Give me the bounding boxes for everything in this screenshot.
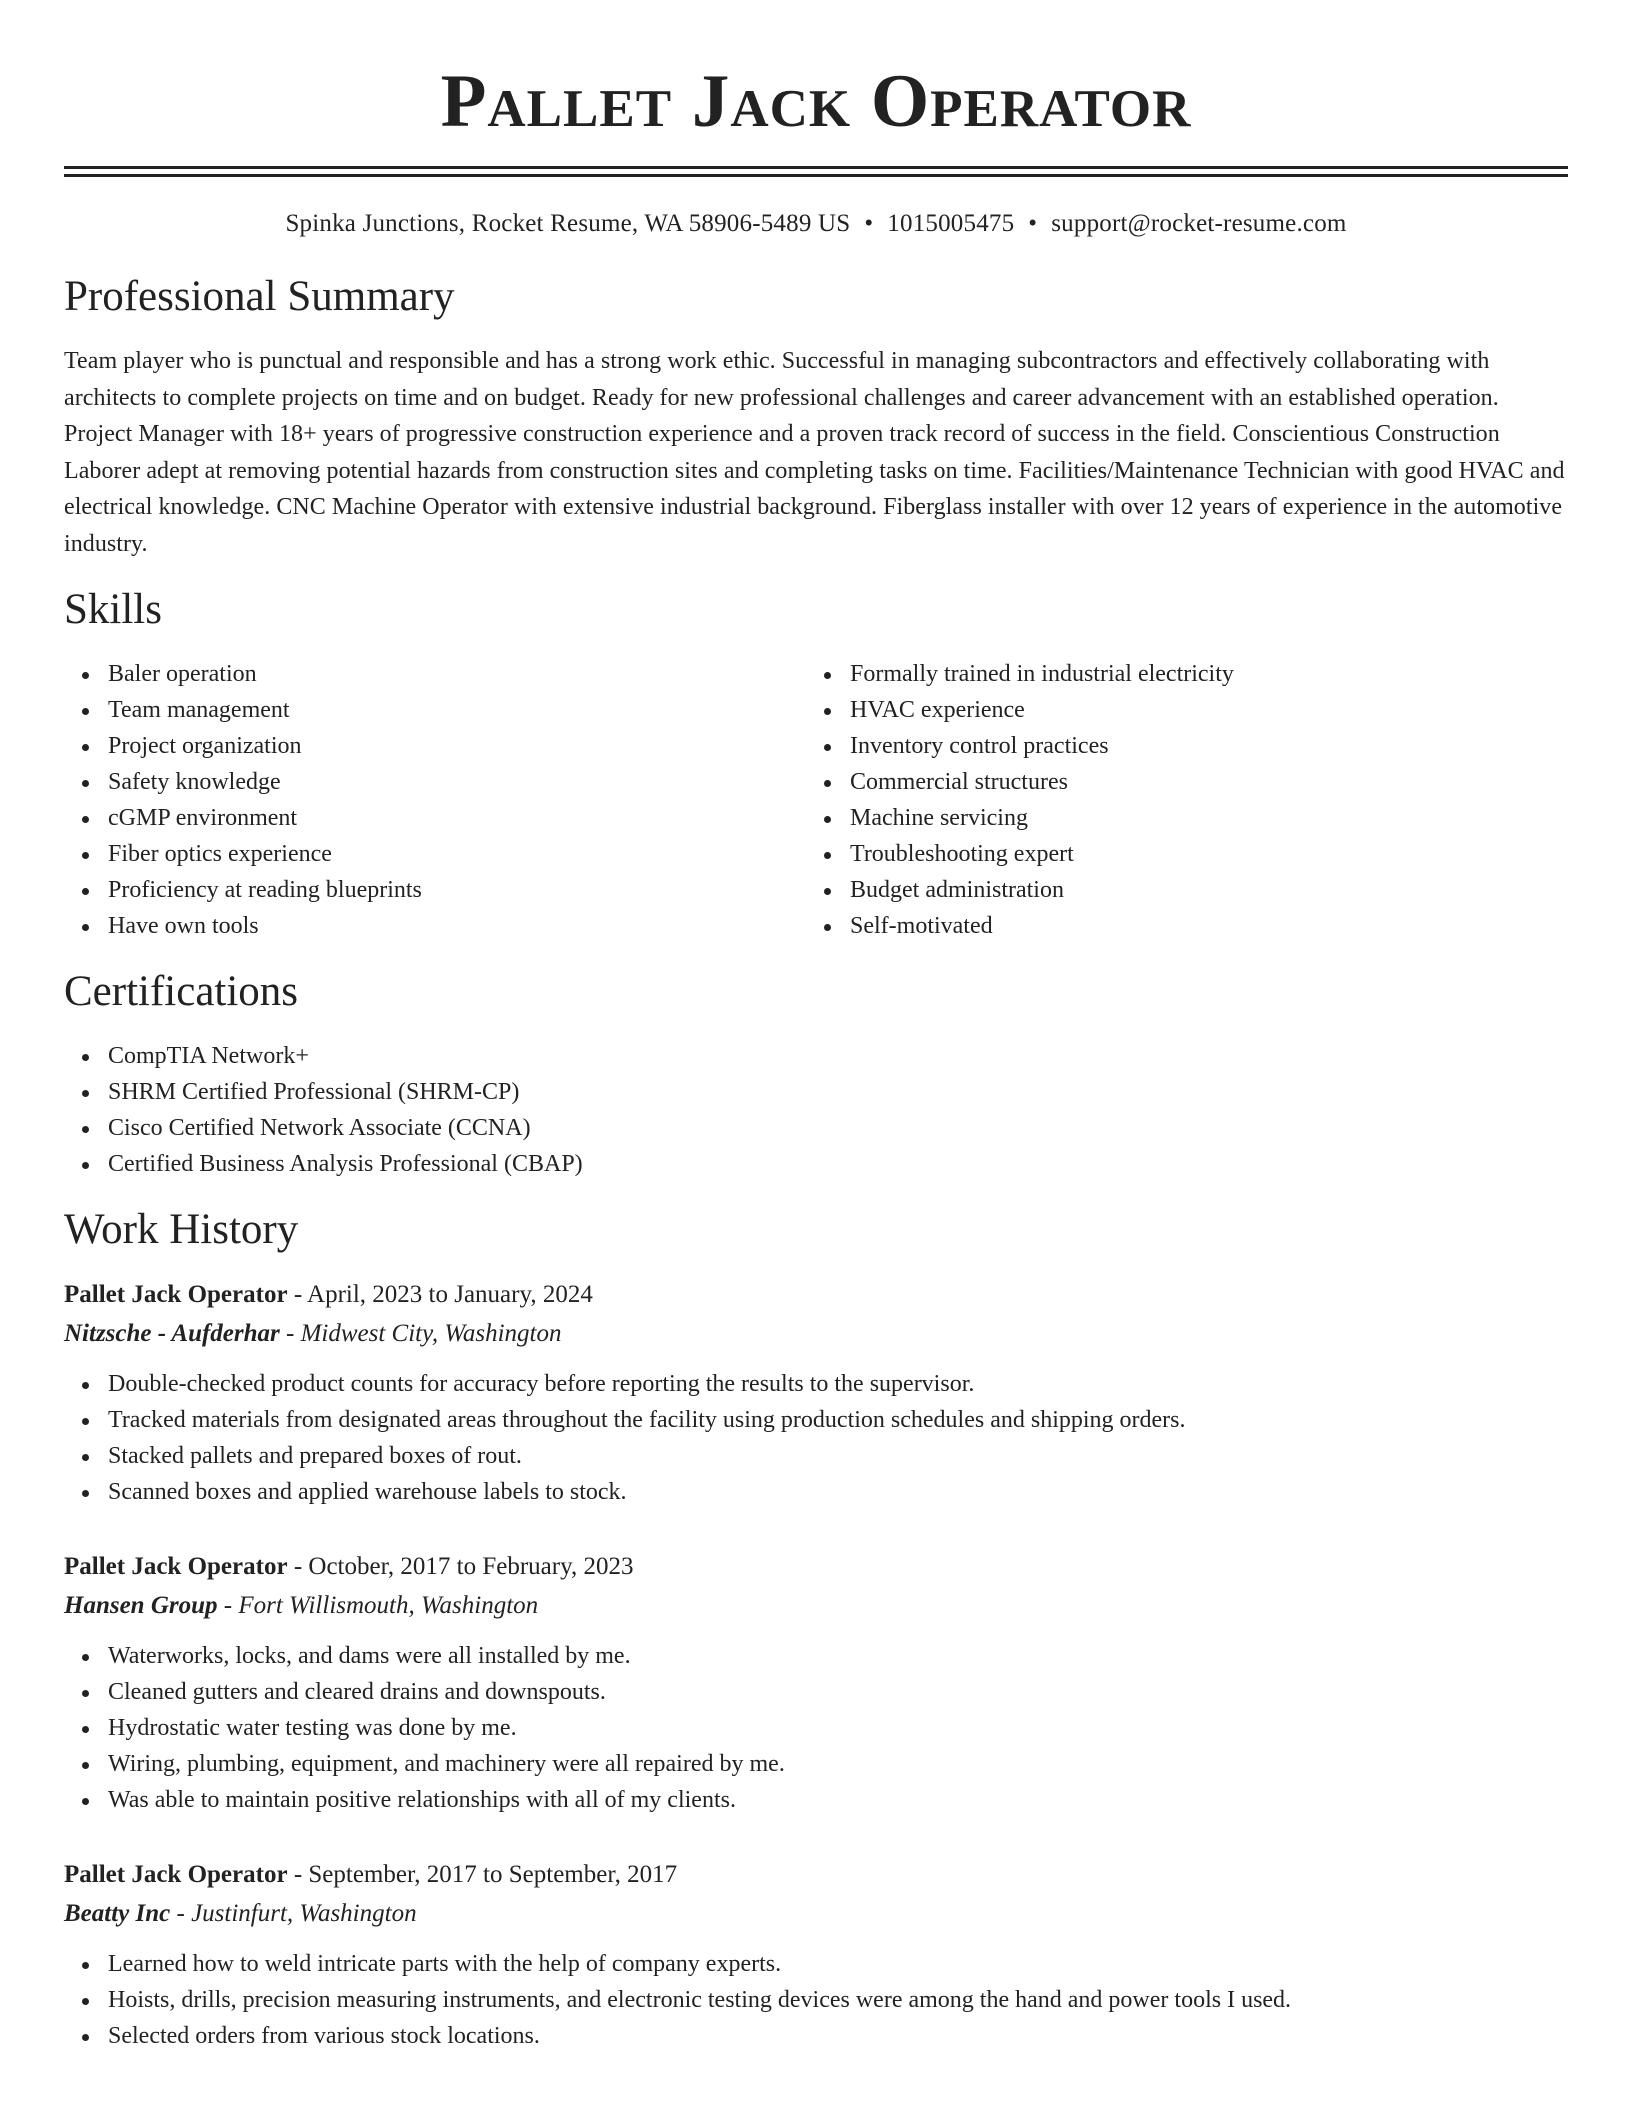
skill-item: Inventory control practices <box>850 728 1548 764</box>
job-company-line <box>64 1314 1568 1354</box>
job-bullet: Was able to maintain positive relationships with all of my clients. <box>108 1782 1568 1818</box>
job-company: Hansen Group <box>64 1592 218 1619</box>
contact-phone: 1015005475 <box>887 210 1015 237</box>
job-bullet: Stacked pallets and prepared boxes of rout. <box>108 1438 1568 1474</box>
skills-list-left <box>64 656 806 944</box>
summary-heading: Professional Summary <box>64 273 455 320</box>
skill-item: Safety knowledge <box>108 764 806 800</box>
job-bullet: Wiring, plumbing, equipment, and machinery were all repaired by me. <box>108 1746 1568 1782</box>
job-title: Pallet Jack Operator <box>64 1861 288 1888</box>
job-dates: - April, 2023 to January, 2024 <box>287 1281 593 1308</box>
skill-item: Commercial structures <box>850 764 1548 800</box>
job-company: Nitzsche - Aufderhar <box>64 1320 280 1347</box>
contact-separator: • <box>1028 210 1038 237</box>
skill-item: Team management <box>108 692 806 728</box>
job-bullet: Double-checked product counts for accuracy before reporting the results to the supervisor. <box>108 1366 1568 1402</box>
job-title: Pallet Jack Operator <box>64 1553 288 1580</box>
skill-item: Proficiency at reading blueprints <box>108 872 806 908</box>
job-bullet: Scanned boxes and applied warehouse labels to stock. <box>108 1474 1568 1510</box>
job-location: - Fort Willismouth, Washington <box>217 1592 539 1619</box>
job-bullets <box>64 1638 1568 1818</box>
work-history-section <box>64 1204 1568 2054</box>
job-bullet: Cleaned gutters and cleared drains and downspouts. <box>108 1674 1568 1710</box>
job-title-line <box>64 1276 1568 1314</box>
work-history-heading: Work History <box>64 1206 299 1253</box>
certification-item: Cisco Certified Network Associate (CCNA) <box>108 1110 1568 1146</box>
skills-column-right <box>806 656 1548 944</box>
job-title-line <box>64 1548 1568 1586</box>
skill-item: Troubleshooting expert <box>850 836 1548 872</box>
certification-item: Certified Business Analysis Professional (CBAP) <box>108 1146 1568 1182</box>
skills-list-right <box>806 656 1548 944</box>
certifications-list <box>64 1038 1568 1182</box>
skill-item: Budget administration <box>850 872 1548 908</box>
contact-address: Spinka Junctions, Rocket Resume, WA 58906-5489 US <box>285 210 851 237</box>
job-bullets <box>64 1366 1568 1510</box>
certification-item: CompTIA Network+ <box>108 1038 1568 1074</box>
skill-item: Fiber optics experience <box>108 836 806 872</box>
job-bullet: Waterworks, locks, and dams were all installed by me. <box>108 1638 1568 1674</box>
skills-heading: Skills <box>64 586 162 633</box>
skill-item: Formally trained in industrial electricity <box>850 656 1548 692</box>
skill-item: Machine servicing <box>850 800 1548 836</box>
summary-text: Team player who is punctual and responsible and has a strong work ethic. Successful in managing subcontractors and effectively collaborating with architects to complete projects on time and on budget. Ready for new professional challenges and career advancement with an established operation. Project Manager with 18+ years of progressive construction experience and a proven track record of success in the field. Conscientious Construction Laborer adept at removing potential hazards from construction sites and completing tasks on time. Facilities/Maintenance Technician with good HVAC and electrical knowledge. CNC Machine Operator with extensive industrial background. Fiberglass installer with over 12 years of experience in the automotive industry. <box>64 348 1565 557</box>
resume-name: Pallet Jack Operator <box>440 60 1192 143</box>
job-bullet: Hydrostatic water testing was done by me. <box>108 1710 1568 1746</box>
skill-item: Have own tools <box>108 908 806 944</box>
skills-column-left <box>64 656 806 944</box>
job-title-line <box>64 1856 1568 1894</box>
job-location: - Justinfurt, Washington <box>170 1900 417 1927</box>
job-company-line <box>64 1894 1568 1934</box>
contact-line <box>64 207 1568 241</box>
job-dates: - October, 2017 to February, 2023 <box>287 1553 634 1580</box>
job-bullet: Learned how to weld intricate parts with the help of company experts. <box>108 1946 1568 1982</box>
header-double-rule <box>64 166 1568 177</box>
certification-item: SHRM Certified Professional (SHRM-CP) <box>108 1074 1568 1110</box>
job-title: Pallet Jack Operator <box>64 1281 288 1308</box>
skill-item: HVAC experience <box>850 692 1548 728</box>
job-entry <box>64 1276 1568 1510</box>
skill-item: Project organization <box>108 728 806 764</box>
contact-separator: • <box>864 210 874 237</box>
skill-item: Baler operation <box>108 656 806 692</box>
job-entry <box>64 1548 1568 1818</box>
resume-page <box>64 0 1568 2054</box>
summary-section <box>64 271 1568 562</box>
job-location: - Midwest City, Washington <box>279 1320 562 1347</box>
skills-columns <box>64 656 1568 944</box>
skill-item: Self-motivated <box>850 908 1548 944</box>
contact-email: support@rocket-resume.com <box>1051 210 1347 237</box>
skills-section <box>64 584 1568 944</box>
job-bullet: Hoists, drills, precision measuring instruments, and electronic testing devices were among the hand and power tools I used. <box>108 1982 1568 2018</box>
job-bullets <box>64 1946 1568 2054</box>
job-company-line <box>64 1586 1568 1626</box>
job-entry <box>64 1856 1568 2054</box>
certifications-section <box>64 966 1568 1182</box>
job-bullet: Tracked materials from designated areas throughout the facility using production schedules and shipping orders. <box>108 1402 1568 1438</box>
job-bullet: Selected orders from various stock locations. <box>108 2018 1568 2054</box>
job-dates: - September, 2017 to September, 2017 <box>287 1861 678 1888</box>
certifications-heading: Certifications <box>64 968 299 1015</box>
skill-item: cGMP environment <box>108 800 806 836</box>
job-company: Beatty Inc <box>64 1900 171 1927</box>
